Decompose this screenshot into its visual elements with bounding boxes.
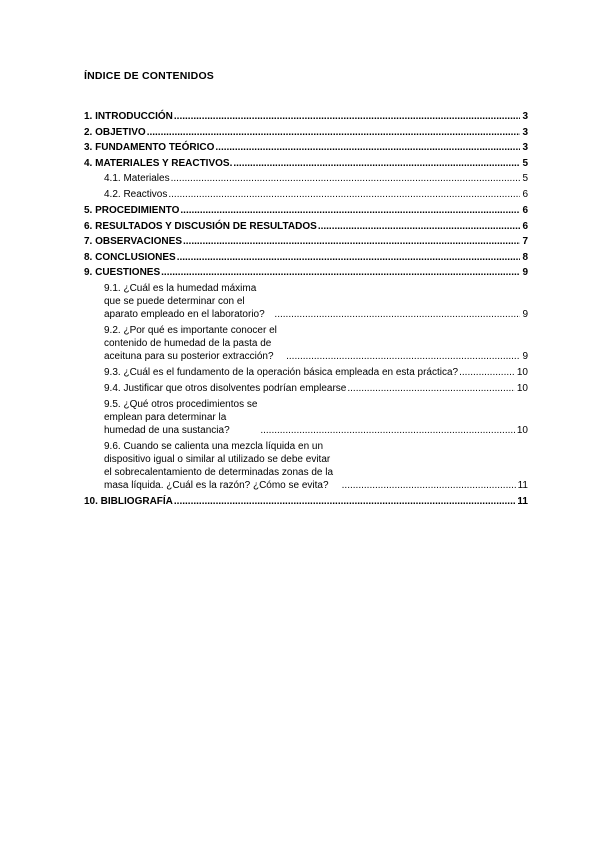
toc-entry-cuestion-9-2[interactable]	[84, 324, 528, 363]
toc-entry-materiales[interactable]	[84, 172, 528, 185]
toc-entry-page: 5	[522, 173, 528, 184]
toc-entry-text: 1. INTRODUCCIÓN	[84, 111, 173, 122]
dot-leader	[168, 188, 520, 201]
toc-entry-page: 11	[517, 495, 528, 507]
toc-entry-text: 8. CONCLUSIONES	[84, 251, 176, 263]
toc-entry-text: 10. BIBLIOGRAFÍA	[84, 495, 173, 507]
dot-leader	[177, 251, 521, 264]
dot-leader	[318, 220, 521, 233]
toc-entry-text: 6. RESULTADOS Y DISCUSIÓN DE RESULTADOS	[84, 220, 317, 232]
dot-leader	[215, 141, 520, 154]
toc-entry-resultados[interactable]	[84, 220, 528, 233]
toc-entry-text: 9.4. Justificar que otros disolventes podrían emplearse	[104, 382, 347, 394]
dot-leader	[286, 350, 520, 363]
toc-entry-page: 10	[516, 382, 528, 394]
toc-entry-text: 9.2. ¿Por qué es importante conocer el contenido de humedad de la pasta de aceituna para su posterior extracción?	[104, 324, 277, 362]
toc-entry-introduccion[interactable]	[84, 110, 528, 123]
dot-leader	[347, 382, 515, 395]
toc-entry-text: 9.6. Cuando se calienta una mezcla líquida en un dispositivo igual o similar al utilizado se debe evitar el sobrecalentamiento de determinadas zonas de la masa líquida. ¿Cuál es la razón? ¿Cómo se evita?	[104, 440, 334, 491]
toc-entry-page: 9	[522, 350, 528, 362]
dot-leader	[147, 126, 521, 139]
toc-entry-conclusiones[interactable]	[84, 251, 528, 264]
dot-leader	[274, 308, 520, 321]
dot-leader	[459, 366, 515, 379]
toc-entry-page: 8	[522, 251, 528, 263]
toc-entry-objetivo[interactable]	[84, 126, 528, 139]
dot-leader	[171, 172, 521, 185]
toc-entry-text: 4.2. Reactivos	[104, 189, 168, 200]
toc-entry-page: 7	[522, 236, 528, 247]
toc-entry-bibliografia[interactable]	[84, 495, 528, 508]
toc-entry-page: 10	[516, 366, 528, 378]
toc-entry-reactivos[interactable]	[84, 188, 528, 201]
toc-entry-page: 6	[522, 205, 528, 216]
dot-leader	[180, 204, 520, 217]
toc-entry-text: 4.1. Materiales	[104, 173, 170, 184]
toc-entry-cuestiones[interactable]	[84, 266, 528, 279]
toc-entry-materiales-reactivos[interactable]	[84, 157, 528, 170]
dot-leader	[161, 266, 520, 279]
toc-entry-page: 5	[522, 157, 528, 169]
dot-leader	[174, 110, 521, 123]
toc-entry-page: 6	[522, 189, 528, 200]
dot-leader	[260, 424, 515, 437]
toc-entry-text: 5. PROCEDIMIENTO	[84, 205, 180, 216]
dot-leader	[174, 495, 516, 508]
dot-leader	[233, 157, 520, 170]
toc-entry-cuestion-9-5[interactable]	[84, 398, 528, 437]
toc-entry-page: 9	[522, 267, 528, 278]
toc-entry-page: 11	[517, 479, 528, 491]
dot-leader	[183, 235, 520, 248]
toc-entry-page: 10	[516, 424, 528, 436]
dot-leader	[342, 479, 516, 492]
toc-entry-text: 9.3. ¿Cuál es el fundamento de la operación básica empleada en esta práctica?	[104, 366, 459, 378]
toc-entry-text: 9.1. ¿Cuál es la humedad máxima que se puede determinar con el aparato empleado en el laboratorio?	[104, 282, 265, 320]
toc-entry-text: 9. CUESTIONES	[84, 267, 161, 278]
toc-entry-cuestion-9-6[interactable]	[84, 440, 528, 492]
table-of-contents	[84, 110, 528, 510]
toc-entry-observaciones[interactable]	[84, 235, 528, 248]
toc-entry-cuestion-9-1[interactable]	[84, 282, 528, 321]
toc-entry-text: 9.5. ¿Qué otros procedimientos se emplean para determinar la humedad de una sustancia?	[104, 398, 258, 436]
toc-entry-page: 3	[522, 111, 528, 122]
toc-entry-cuestion-9-4[interactable]	[84, 382, 528, 395]
toc-entry-text: 4. MATERIALES Y REACTIVOS.	[84, 157, 233, 169]
toc-entry-text: 7. OBSERVACIONES	[84, 236, 182, 247]
toc-entry-page: 3	[522, 142, 528, 153]
toc-entry-page: 6	[522, 220, 528, 232]
toc-title: ÍNDICE DE CONTENIDOS	[84, 70, 215, 82]
toc-entry-page: 9	[522, 308, 528, 320]
toc-entry-fundamento-teorico[interactable]	[84, 141, 528, 154]
toc-entry-cuestion-9-3[interactable]	[84, 366, 528, 379]
toc-entry-text: 2. OBJETIVO	[84, 126, 146, 138]
toc-entry-page: 3	[522, 126, 528, 138]
toc-entry-text: 3. FUNDAMENTO TEÓRICO	[84, 142, 215, 153]
toc-entry-procedimiento[interactable]	[84, 204, 528, 217]
